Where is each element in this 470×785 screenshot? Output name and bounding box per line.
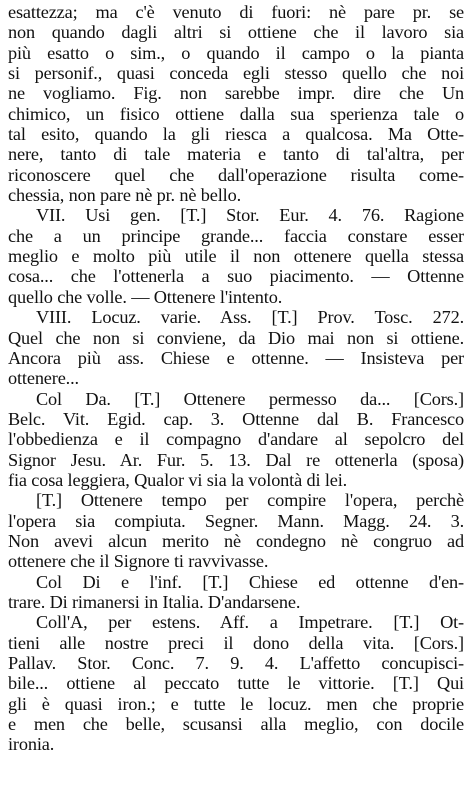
- text-line-16: VIII. Locuz. varie. Ass. [T.] Prov. Tosc. 272.: [36, 307, 464, 328]
- text-line-37: ironia.: [8, 734, 55, 755]
- text-line-28: ottenere che il Signore ti ravvivasse.: [8, 551, 269, 572]
- text-line-19: ottenere...: [8, 368, 79, 389]
- text-line-9: riconoscere quel che dall'operazione risulta come-: [8, 164, 464, 185]
- text-line-21: Belc. Vit. Egid. cap. 3. Ottenne dal B. Francesco: [8, 408, 464, 429]
- text-line-25: [T.] Ottenere tempo per compire l'opera, perchè: [36, 490, 464, 511]
- text-line-13: meglio e molto più utile il non ottenere quella stessa: [8, 246, 464, 267]
- text-line-8: nere, tanto di tale materia e tanto di tal'altra, per: [8, 144, 464, 165]
- text-line-29: Col Di e l'inf. [T.] Chiese ed ottenne d'en-: [36, 571, 464, 592]
- text-line-15: quello che volle. — Ottenere l'intento.: [8, 286, 283, 307]
- text-line-32: tieni alle nostre preci il dono della vita. [Cors.]: [8, 632, 464, 653]
- text-line-34: bile... ottiene al peccato tutte le vittorie. [T.] Qui: [8, 673, 464, 694]
- text-line-2: non quando dagli altri si ottiene che il lavoro sia: [8, 22, 464, 43]
- text-line-23: Signor Jesu. Ar. Fur. 5. 13. Dal re ottenerla (sposa): [8, 449, 464, 470]
- text-line-5: ne vogliamo. Fig. non sarebbe impr. dire che Un: [8, 83, 464, 104]
- text-line-17: Quel che non si conviene, da Dio mai non si ottiene.: [8, 327, 464, 348]
- text-line-18: Ancora più ass. Chiese e ottenne. — Insisteva per: [8, 347, 464, 368]
- text-line-33: Pallav. Stor. Conc. 7. 9. 4. L'affetto concupisci-: [8, 653, 464, 673]
- text-line-12: che a un principe grande... faccia constare esser: [8, 225, 464, 246]
- text-line-10: chessia, non pare nè pr. nè bello.: [8, 185, 241, 206]
- text-line-20: Col Da. [T.] Ottenere permesso da... [Cors.]: [36, 388, 464, 409]
- text-line-22: l'obbedienza e il compagno d'andare al sepolcro del: [8, 429, 464, 450]
- text-line-7: tal esito, quando la gli riesca a qualcosa. Ma Otte-: [8, 124, 464, 145]
- text-line-27: Non avevi alcun merito nè condegno nè congruo ad: [8, 530, 464, 551]
- text-line-31: Coll'A, per estens. Aff. a Impetrare. [T.] Ot-: [36, 612, 464, 633]
- text-line-14: cosa... che l'ottenerla a suo piacimento. — Ottenne: [8, 266, 464, 287]
- text-line-26: l'opera sia compiuta. Segner. Mann. Magg. 24. 3.: [8, 510, 464, 531]
- text-line-6: chimico, un fisico ottiene dalla sua sperienza tale o: [8, 103, 464, 124]
- text-line-4: si personif., quasi conceda egli stesso quello che noi: [8, 63, 464, 84]
- text-line-30: trare. Di rimanersi in Italia. D'andarsene.: [8, 591, 301, 612]
- text-line-24: fia cosa leggiera, Qualor vi sia la volontà di lei.: [8, 469, 348, 490]
- text-line-11: VII. Usi gen. [T.] Stor. Eur. 4. 76. Ragione: [36, 205, 464, 226]
- text-line-1: esattezza; ma c'è venuto di fuori: nè pare pr. se: [8, 2, 464, 22]
- text-line-35: gli è quasi iron.; e tutte le locuz. men che proprie: [8, 693, 464, 714]
- text-line-36: e men che belle, scusansi alla meglio, con docile: [8, 714, 464, 735]
- text-line-3: più esatto o sim., o quando il campo o la pianta: [8, 42, 464, 63]
